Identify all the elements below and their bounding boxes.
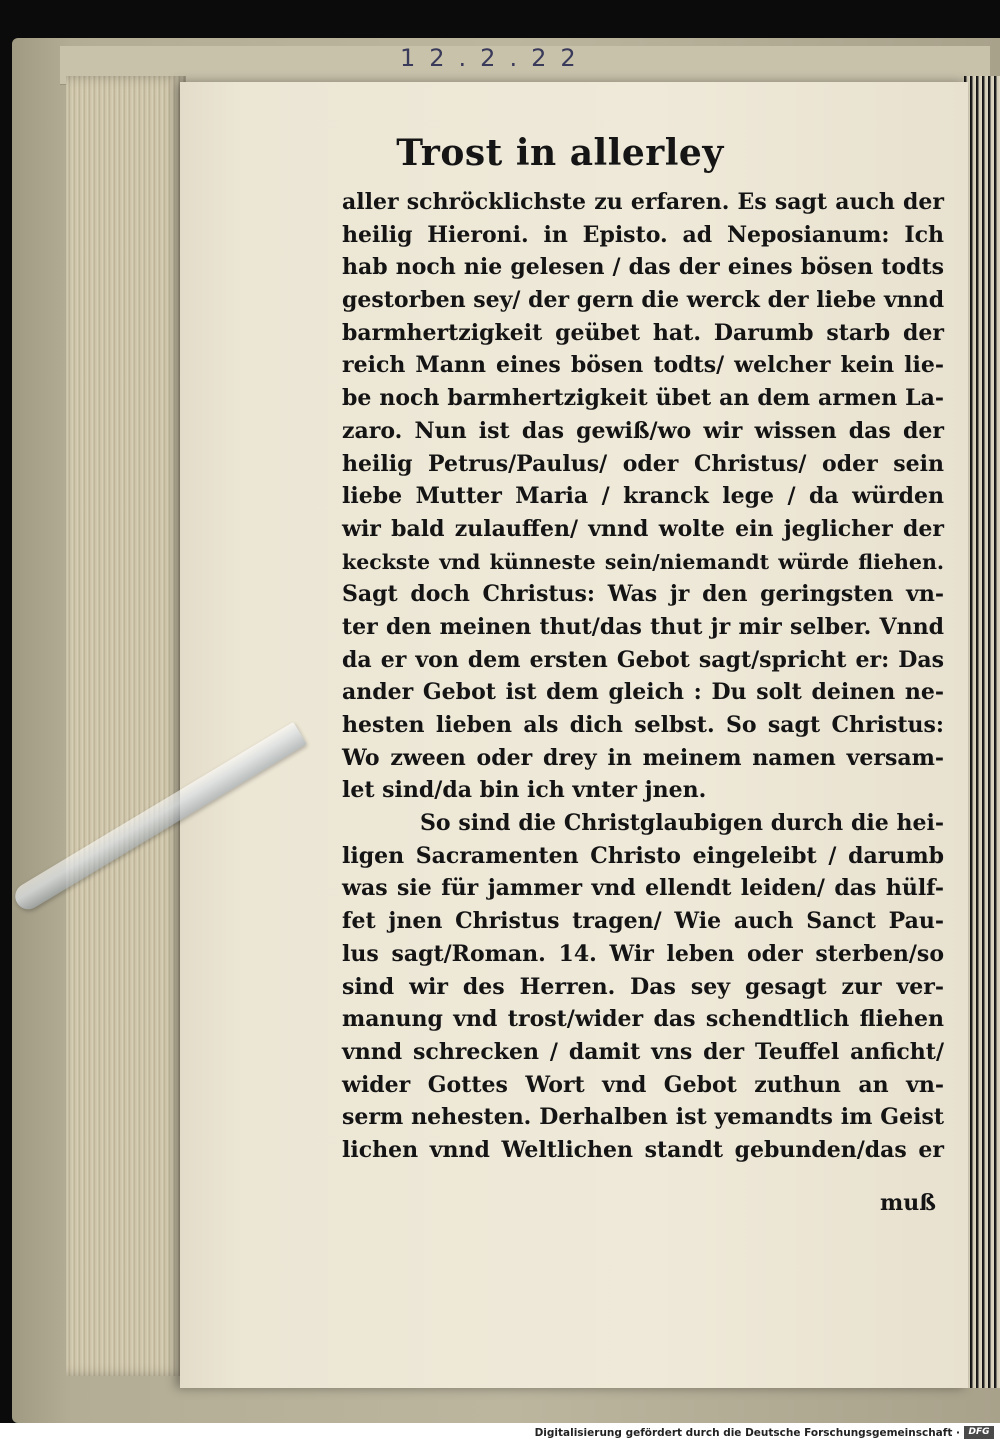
text-line: keckste vnd künneste sein/niemandt würde fliehen. xyxy=(342,549,944,574)
footer-bar xyxy=(0,1423,1000,1443)
text-line: gestorben sey/ der gern die werck der liebe vnnd xyxy=(342,287,945,314)
text-line: ligen Sacramenten Christo eingeleibt / darumb xyxy=(342,842,944,869)
text-line: wider Gottes Wort vnd Gebot zuthun an vn- xyxy=(342,1071,944,1098)
text-line: Wo zween oder drey in meinem namen versam- xyxy=(342,744,944,771)
text-line: ander Gebot ist dem gleich : Du solt deinen ne- xyxy=(342,679,944,706)
funding-credit: Digitalisierung gefördert durch die Deutsche Forschungsgemeinschaft · xyxy=(534,1427,960,1439)
text-line: Sagt doch Christus: Was jr den geringsten vn- xyxy=(342,581,944,608)
text-line: heilig Hieroni. in Episto. ad Neposianum: Ich xyxy=(342,221,944,248)
text-line: hesten lieben als dich selbst. So sagt Christus: xyxy=(342,712,944,738)
right-page-edges xyxy=(964,76,1000,1388)
running-head: Trost in allerley xyxy=(396,132,724,174)
text-line: wir bald zulauffen/ vnnd wolte ein jeglicher der xyxy=(342,515,944,542)
text-line: reich Mann eines bösen todts/ welcher kein lie- xyxy=(342,352,944,379)
text-line: was sie für jammer vnd ellendt leiden/ das hülf- xyxy=(342,875,944,902)
left-page-edges xyxy=(66,76,186,1376)
dfg-logo: DFG xyxy=(964,1426,994,1439)
text-line: sind wir des Herren. Das sey gesagt zur ver- xyxy=(342,973,944,1000)
text-line: be noch barmhertzigkeit übet an dem armen La- xyxy=(342,385,944,412)
catchword: muß xyxy=(880,1190,936,1216)
text-line: liebe Mutter Maria / kranck lege / da würden xyxy=(342,483,944,510)
text-line: vnnd schrecken / damit vns der Teuffel anficht/ xyxy=(342,1038,944,1065)
shelfmark: 12.2.22 xyxy=(400,44,590,72)
text-line: aller schröcklichste zu erfaren. Es sagt auch der xyxy=(342,189,944,215)
text-line: manung vnd trost/wider das schendtlich fliehen xyxy=(342,1006,944,1033)
text-line: So sind die Christglaubigen durch die hei- xyxy=(420,810,944,837)
page-text-block xyxy=(342,186,944,1167)
text-line: da er von dem ersten Gebot sagt/spricht er: Das xyxy=(342,646,944,673)
text-line: barmhertzigkeit geübet hat. Darumb starb der xyxy=(342,319,944,346)
text-line: fet jnen Christus tragen/ Wie auch Sanct Pau- xyxy=(342,908,944,935)
text-line: ter den meinen thut/das thut jr mir selber. Vnnd xyxy=(342,613,944,640)
text-line: let sind/da bin ich vnter jnen. xyxy=(342,777,707,804)
text-line: lus sagt/Roman. 14. Wir leben oder sterben/so xyxy=(342,940,944,967)
text-line: lichen vnnd Weltlichen standt gebunden/das er xyxy=(342,1136,944,1163)
text-line: zaro. Nun ist das gewiß/wo wir wissen das der xyxy=(342,417,944,444)
text-line: hab noch nie gelesen / das der eines bösen todts xyxy=(342,254,944,281)
text-line: serm nehesten. Derhalben ist yemandts im Geist xyxy=(342,1104,944,1131)
text-line: heilig Petrus/Paulus/ oder Christus/ oder sein xyxy=(342,450,944,477)
